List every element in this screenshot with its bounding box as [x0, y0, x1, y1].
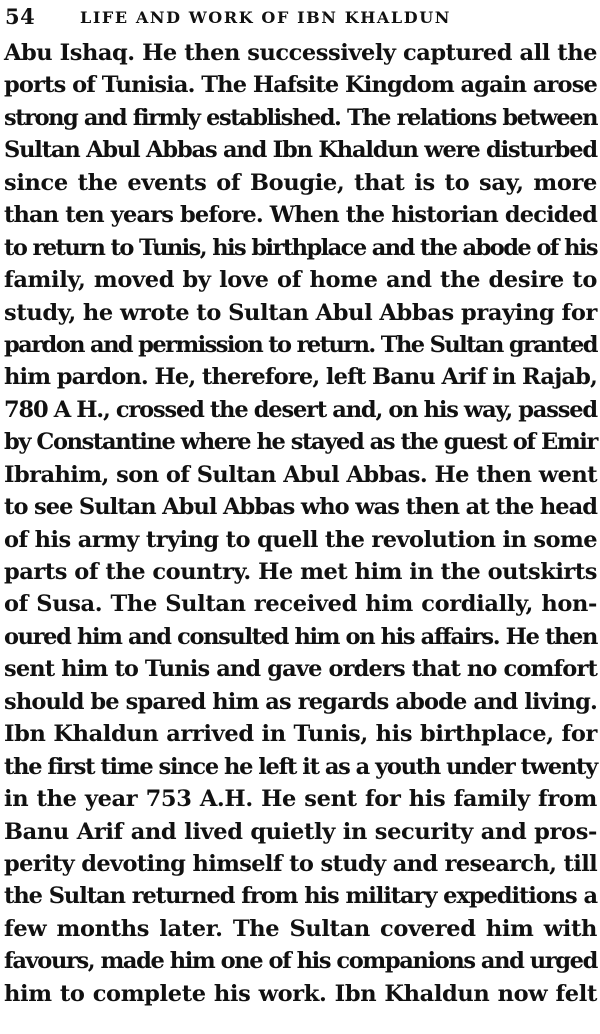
text-line: to return to Tunis, his birthplace and the abode of his — [4, 234, 597, 261]
text-line: him to complete his work. Ibn Khaldun now felt — [4, 980, 597, 1007]
text-line: than ten years before. When the historian decided — [4, 202, 597, 229]
text-line: sent him to Tunis and gave orders that no comfort — [4, 656, 597, 683]
text-line: pardon and permission to return. The Sultan granted — [4, 331, 597, 358]
text-line: 780 A H., crossed the desert and, on his way, passed — [4, 396, 598, 423]
text-line: few months later. The Sultan covered him with — [4, 915, 597, 942]
text-line: of Susa. The Sultan received him cordially, hon- — [4, 591, 597, 618]
text-line: Banu Arif and lived quietly in security and pros- — [4, 818, 597, 845]
text-line: Ibn Khaldun arrived in Tunis, his birthplace, for — [4, 721, 597, 748]
text-line: family, moved by love of home and the desire to — [4, 267, 597, 294]
text-line: should be spared him as regards abode and living. — [4, 688, 597, 715]
text-line: since the events of Bougie, that is to say, more — [4, 169, 597, 196]
page-number: 54 — [5, 4, 36, 29]
text-line: perity devoting himself to study and research, till — [4, 850, 597, 877]
text-line: to see Sultan Abul Abbas who was then at the head — [4, 494, 597, 521]
text-line: Abu Ishaq. He then successively captured all the — [4, 40, 597, 66]
text-line: the Sultan returned from his military expeditions a — [4, 883, 597, 910]
text-line: ports of Tunisia. The Hafsite Kingdom again arose — [4, 72, 597, 99]
text-line: oured him and consulted him on his affairs. He then — [4, 623, 597, 650]
text-line: of his army trying to quell the revolution in some — [4, 526, 597, 553]
text-line: the first time since he left it as a youth under twenty — [4, 753, 597, 780]
text-line: parts of the country. He met him in the outskirts — [4, 559, 597, 585]
text-line: Ibrahim, son of Sultan Abul Abbas. He then went — [4, 461, 597, 488]
running-title: LIFE AND WORK OF IBN KHALDUN — [80, 8, 452, 27]
text-line: him pardon. He, therefore, left Banu Arif in Rajab, — [4, 364, 597, 391]
text-line: in the year 753 A.H. He sent for his family from — [4, 786, 597, 813]
text-line: favours, made him one of his companions and urged — [4, 948, 597, 975]
page-header — [4, 2, 597, 36]
text-line: Sultan Abul Abbas and Ibn Khaldun were disturbed — [4, 137, 597, 164]
text-line: by Constantine where he stayed as the guest of Emir — [4, 429, 597, 456]
text-line: strong and firmly established. The relations between — [4, 104, 597, 131]
text-line: study, he wrote to Sultan Abul Abbas praying for — [4, 299, 597, 326]
body-paragraph — [4, 37, 597, 1010]
